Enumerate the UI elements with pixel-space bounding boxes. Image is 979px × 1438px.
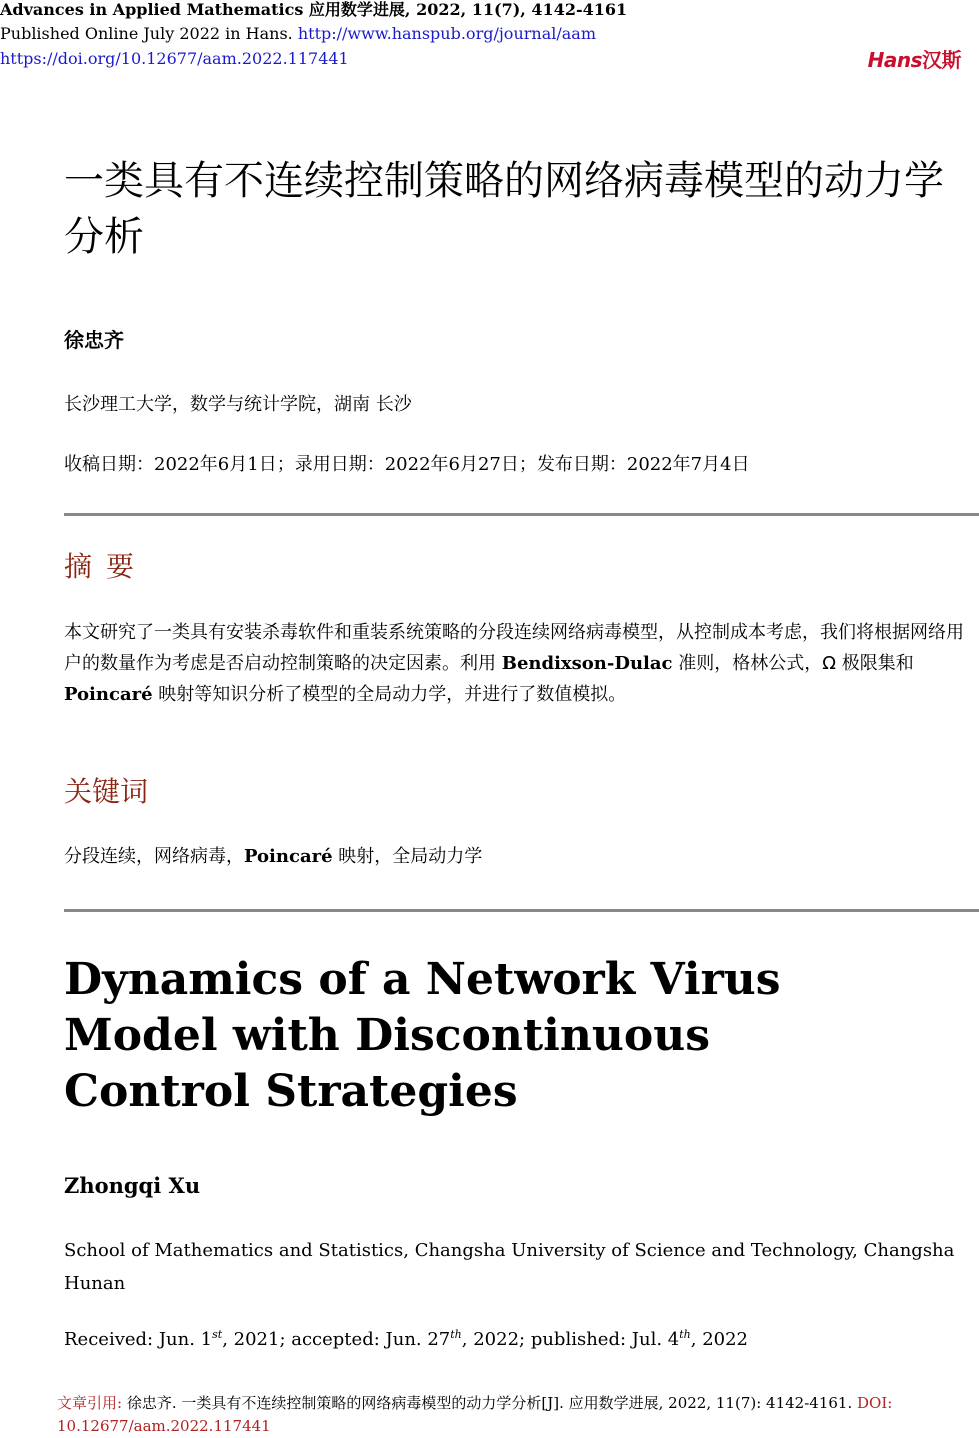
keywords-text: 分段连续，网络病毒，Poincaré 映射，全局动力学 bbox=[64, 846, 483, 867]
published-line bbox=[0, 26, 596, 42]
chinese-title: 一类具有不连续控制策略的网络病毒模型的动力学分析 bbox=[64, 158, 944, 260]
citation bbox=[57, 1392, 927, 1438]
english-title: Dynamics of a Network Virus Model with Discontinuous Control Strategies bbox=[64, 954, 781, 1117]
section-divider bbox=[64, 513, 979, 516]
chinese-author: 徐忠齐 bbox=[64, 328, 124, 352]
hans-logo: Hans汉斯 bbox=[867, 48, 961, 72]
abstract-heading: 摘要 bbox=[64, 550, 149, 583]
citation-label: 文章引用: bbox=[57, 1394, 123, 1412]
english-dates: Received: Jun. 1st, 2021; accepted: Jun. 27th, 2022; published: Jul. 4th, 2022 bbox=[64, 1328, 749, 1350]
published-prefix: Published Online July 2022 in Hans. bbox=[0, 24, 293, 43]
chinese-affiliation: 长沙理工大学，数学与统计学院，湖南 长沙 bbox=[64, 394, 412, 415]
journal-line: Advances in Applied Mathematics 应用数学进展, 2022, 11(7), 4142-4161 bbox=[0, 0, 628, 19]
english-affiliation: School of Mathematics and Statistics, Changsha University of Science and Technology, Changsha Hunan bbox=[64, 1240, 955, 1294]
doi-url-link[interactable]: https://doi.org/10.12677/aam.2022.117441 bbox=[0, 49, 349, 68]
chinese-dates: 收稿日期：2022年6月1日；录用日期：2022年6月27日；发布日期：2022年7月4日 bbox=[64, 454, 750, 475]
english-author: Zhongqi Xu bbox=[64, 1173, 201, 1198]
section-divider bbox=[64, 909, 979, 912]
citation-text: 徐忠齐. 一类具有不连续控制策略的网络病毒模型的动力学分析[J]. 应用数学进展, 2022, 11(7): 4142-4161. bbox=[126, 1394, 853, 1412]
citation-doi-link[interactable]: DOI: 10.12677/aam.2022.117441 bbox=[57, 1394, 893, 1435]
abstract-text: 本文研究了一类具有安装杀毒软件和重装系统策略的分段连续网络病毒模型，从控制成本考虑，我们将根据网络用户的数量作为考虑是否启动控制策略的决定因素。利用 Bendixson-Dulac 准则，格林公式，Ω 极限集和 Poincaré 映射等知识分析了模型的全局动力学，并进行了数值模拟。 bbox=[64, 622, 964, 705]
keywords-heading: 关键词 bbox=[64, 775, 149, 808]
journal-url-link[interactable]: http://www.hanspub.org/journal/aam bbox=[297, 24, 596, 43]
